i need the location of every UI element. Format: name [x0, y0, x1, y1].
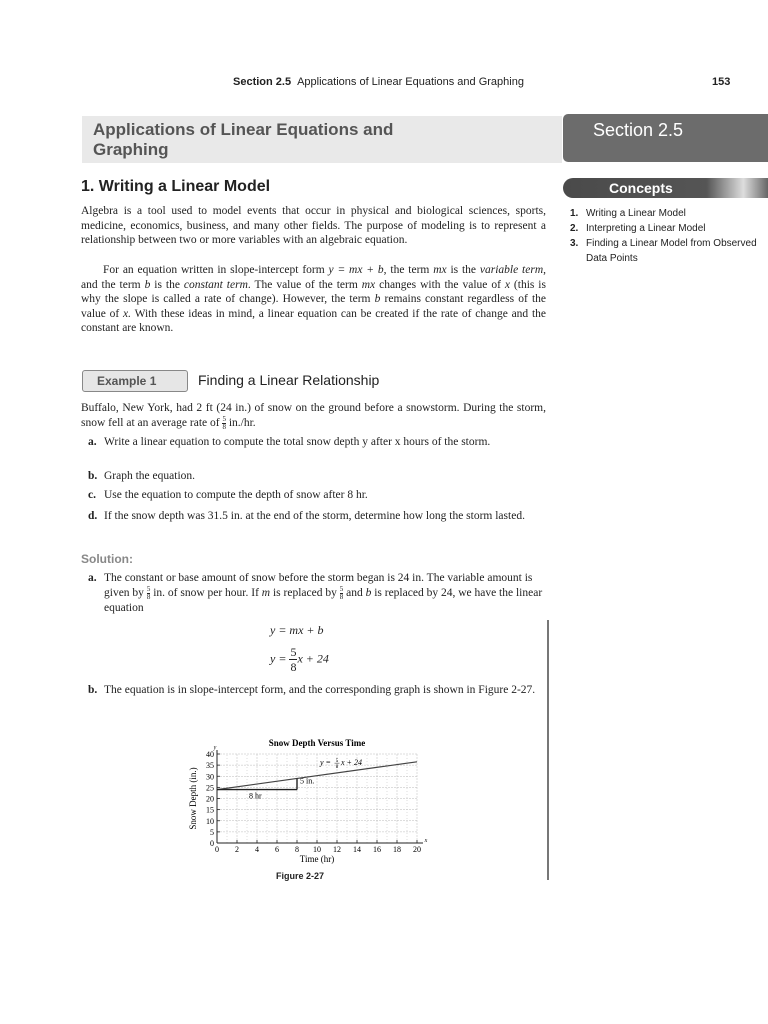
intro-paragraph: Algebra is a tool used to model events that occur in physical and biological sciences, sports, medicine, economics, business, and many other fields. The purpose of modeling is to represent a relationship between two or more variables with an algebraic equation.	[81, 205, 546, 247]
page-number: 153	[712, 76, 731, 88]
y-tick-label: 10	[206, 816, 214, 826]
equation-specific: y = $\frac{5}{8}$ x + 24	[270, 645, 329, 674]
y-axis-variable: y	[213, 745, 217, 751]
example-part-d: d. If the snow depth was 31.5 in. at the end of the storm, determine how long the storm lasted.	[88, 510, 525, 522]
y-tick-label: 40	[206, 750, 214, 759]
equation-rhs: x + 24	[341, 758, 362, 768]
x-tick-label: 14	[353, 845, 361, 854]
rise-label: 5 in.	[300, 776, 315, 786]
concepts-heading: Concepts	[609, 180, 673, 196]
x-tick-label: 10	[313, 845, 321, 854]
x-tick-label: 8	[295, 845, 299, 854]
x-axis-label: Time (hr)	[299, 854, 335, 864]
concept-text: Finding a Linear Model from Observed Data Points	[586, 238, 757, 264]
y-axis-label: Snow Depth (in.)	[188, 767, 198, 830]
x-tick-label: 2	[235, 845, 239, 854]
y-tick-label: 5	[210, 827, 214, 837]
margin-rule	[547, 620, 549, 880]
solution-label: Solution:	[81, 552, 133, 566]
y-tick-label: 20	[206, 794, 214, 804]
example-label: Example 1	[97, 374, 157, 388]
x-tick-label: 18	[393, 845, 401, 854]
concept-number: 2.	[570, 223, 579, 234]
rate-fraction: $\frac{5}{8}$	[222, 414, 226, 431]
x-axis-variable: x	[424, 838, 428, 844]
y-tick-label: 25	[206, 783, 214, 793]
solution-part-a: a. The constant or base amount of snow before the storm began is 24 in. The variable amount is given by $\frac{5}{8}$ in. of snow per hour. If m is replaced by $\frac{5}{8}$ and b is replaced by 24, we have the linear equation	[88, 572, 543, 614]
concept-item	[570, 221, 760, 236]
x-tick-label: 6	[275, 845, 279, 854]
concepts-header	[563, 178, 768, 198]
run-label: 8 hr	[249, 791, 262, 801]
concept-text: Writing a Linear Model	[586, 208, 686, 219]
slope-intercept-paragraph: For an equation written in slope-intercept form y = mx + b, the term mx is the variable term, and the term b is the constant term. The value of the term mx changes with the value of x (this is why the slope is called a rate of change). However, the term b remains constant regardless of the value of x. With these ideas in mind, a linear equation can be created if the rate of change and the constant are known.	[81, 264, 546, 335]
concept-number: 3.	[570, 238, 579, 249]
concept-item	[570, 206, 760, 221]
figure-caption: Figure 2-27	[276, 871, 325, 881]
running-head-title: Applications of Linear Equations and Graphing	[297, 76, 524, 88]
y-tick-label: 15	[206, 805, 214, 815]
concept-item	[570, 236, 760, 266]
y-tick-label: 30	[206, 772, 214, 782]
y-tick-label: 35	[206, 761, 214, 771]
equation-lhs: y =	[320, 758, 331, 768]
example-part-b: b. Graph the equation.	[88, 470, 196, 482]
y-tick-label: 0	[210, 839, 214, 848]
concept-list	[570, 206, 760, 266]
concept-number: 1.	[570, 208, 579, 219]
example-label-box	[82, 370, 188, 392]
example-intro: Buffalo, New York, had 2 ft (24 in.) of snow on the ground before a snowstorm. During the storm, snow fell at an average rate of $\frac{5}{8}$ in./hr.	[81, 402, 546, 431]
equation-numerator: 5	[335, 759, 339, 765]
x-tick-label: 0	[215, 845, 219, 854]
running-head-section: Section 2.5	[233, 76, 292, 88]
x-tick-label: 12	[333, 845, 341, 854]
section-heading: 1. Writing a Linear Model	[81, 178, 271, 195]
concept-text: Interpreting a Linear Model	[586, 223, 706, 234]
x-tick-label: 20	[413, 845, 421, 854]
chapter-title: Applications of Linear Equations and Graphing	[93, 120, 394, 159]
x-tick-label: 16	[373, 845, 381, 854]
snow-depth-chart	[180, 732, 440, 867]
equation-general: y = mx + b	[270, 623, 324, 637]
example-title: Finding a Linear Relationship	[198, 372, 380, 388]
chart-title: Snow Depth Versus Time	[268, 738, 366, 748]
example-part-c: c. Use the equation to compute the depth of snow after 8 hr.	[88, 489, 368, 501]
section-tab	[563, 114, 768, 162]
x-tick-label: 4	[255, 845, 259, 854]
running-head	[233, 76, 524, 88]
equation-denominator: 8	[335, 765, 339, 771]
section-tab-label: Section 2.5	[593, 120, 684, 140]
solution-part-b: b. The equation is in slope-intercept form, and the corresponding graph is shown in Figure 2-27.	[88, 684, 536, 696]
example-part-a: a. Write a linear equation to compute the total snow depth y after x hours of the storm.	[88, 436, 491, 448]
